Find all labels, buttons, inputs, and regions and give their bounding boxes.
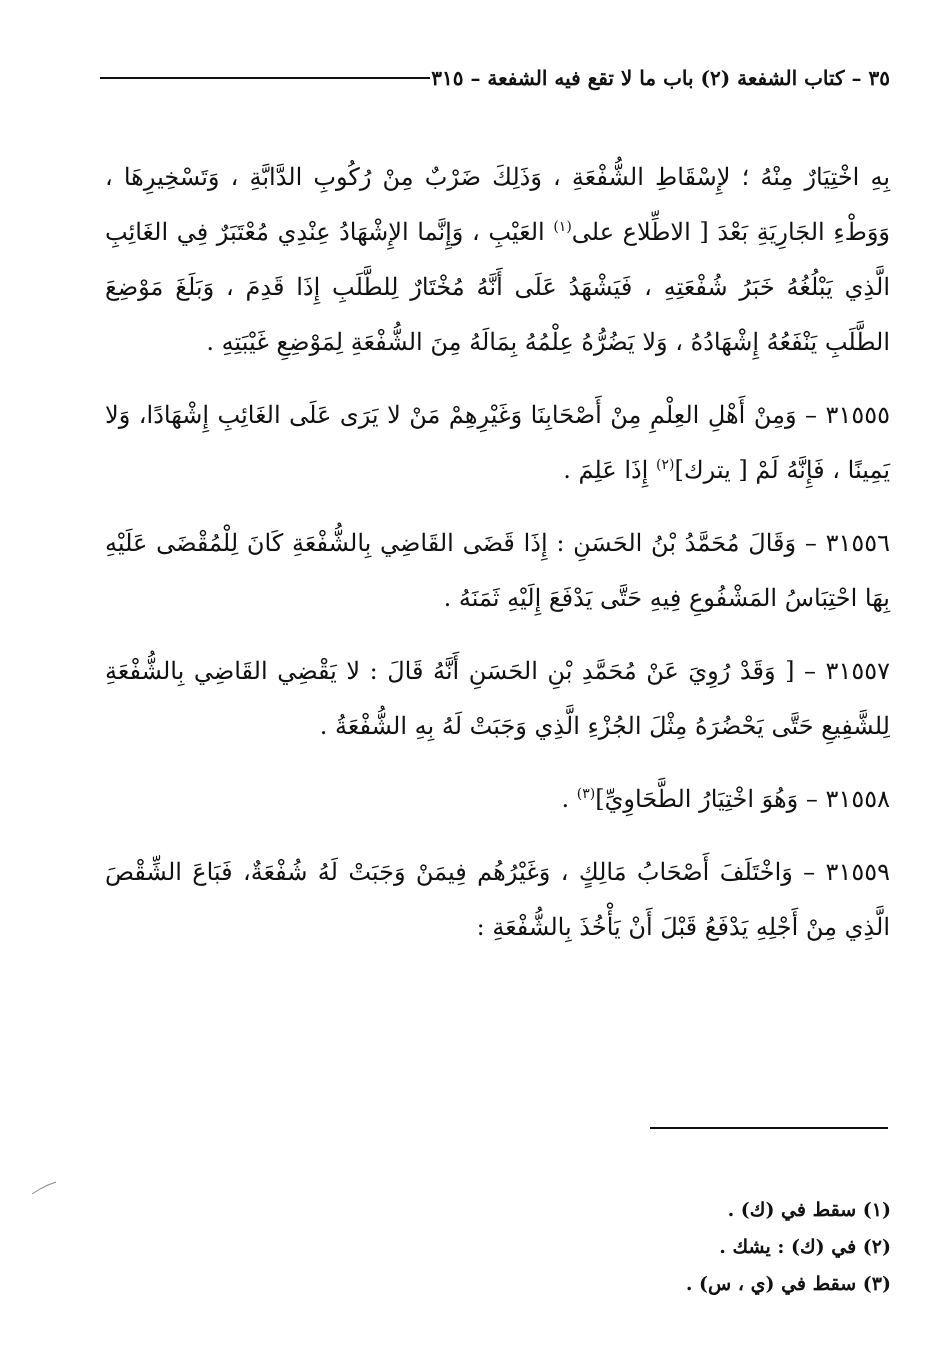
footnotes xyxy=(391,1192,891,1303)
paragraph-text: [ وَقَدْ رُوِيَ عَنْ مُحَمَّدِ بْنِ الحَسَنِ أَنَّهُ قَالَ : لا يَقْضِي القَاضِي بِالشُّفْعَةِ لِلشَّفِيعِ حَتَّى يَحْضُرَهُ مِثْلَ الجُزْءِ الَّذِي وَجَبَتْ لَهُ بِهِ الشُّفْعَةُ . xyxy=(105,657,890,740)
paragraph-number: ٣١٥٥٩ xyxy=(825,858,890,886)
paragraph-number: ٣١٥٥٥ xyxy=(825,401,890,429)
footnote-1: (١) سقط في (ك) . xyxy=(727,1199,891,1221)
paragraph-text: وَاخْتَلَفَ أَصْحَابُ مَالِكٍ ، وَغَيْرُهُم فِيمَنْ وَجَبَتْ لَهُ شُفْعَةٌ، فَبَاعَ الشِّقْصَ الَّذِي مِنْ أَجْلِهِ يَدْفَعُ قَبْلَ أَنْ يَأْخُذَ بِالشُّفْعَةِ : xyxy=(105,858,890,941)
paragraph-31559: ٣١٥٥٩ – وَاخْتَلَفَ أَصْحَابُ مَالِكٍ ، وَغَيْرُهُم فِيمَنْ وَجَبَتْ لَهُ شُفْعَةٌ، فَبَاعَ الشِّقْصَ الَّذِي مِنْ أَجْلِهِ يَدْفَعُ قَبْلَ أَنْ يَأْخُذَ بِالشُّفْعَةِ : xyxy=(105,858,890,941)
paragraph-text: وَقَالَ مُحَمَّدُ بْنُ الحَسَنِ : إِذَا قَضَى القَاضِي بِالشُّفْعَةِ كَانَ لِلْمُقْضَى عَلَيْهِ بِهَا احْتِبَاسُ المَشْفُوعِ فِيهِ حَتَّى يَدْفَعَ إِلَيْهِ ثَمَنَهُ . xyxy=(105,529,890,612)
footnote-ref-2: (٢) xyxy=(656,457,675,473)
running-header xyxy=(100,62,890,96)
main-text xyxy=(105,150,890,973)
footnote-ref-3: (٣) xyxy=(576,786,596,802)
footnote-3: (٣) سقط في (ي ، س) . xyxy=(685,1273,891,1295)
paragraph-0 xyxy=(105,150,890,370)
paragraph-number: ٣١٥٥٧ xyxy=(825,657,890,685)
header-title: ٣٥ – كتاب الشفعة (٢) باب ما لا تقع فيه الشفعة – ٣١٥ xyxy=(431,66,890,90)
paragraph-text: وَهُوَ اخْتِيَارُ الطَّحَاوِيِّ] xyxy=(595,785,799,813)
paragraph-31557: ٣١٥٥٧ – [ وَقَدْ رُوِيَ عَنْ مُحَمَّدِ بْنِ الحَسَنِ أَنَّهُ قَالَ : لا يَقْضِي القَاضِي بِالشُّفْعَةِ لِلشَّفِيعِ حَتَّى يَحْضُرَهُ مِثْلَ الجُزْءِ الَّذِي وَجَبَتْ لَهُ بِهِ الشُّفْعَةُ . xyxy=(105,657,890,740)
scan-mark xyxy=(30,1180,58,1196)
paragraph-number: ٣١٥٥٦ xyxy=(825,529,891,557)
header-rule xyxy=(100,77,430,79)
footnote-separator xyxy=(650,1127,888,1129)
paragraph-31556: ٣١٥٥٦ – وَقَالَ مُحَمَّدُ بْنُ الحَسَنِ : إِذَا قَضَى القَاضِي بِالشُّفْعَةِ كَانَ لِلْمُقْضَى عَلَيْهِ بِهَا احْتِبَاسُ المَشْفُوعِ فِيهِ حَتَّى يَدْفَعَ إِلَيْهِ ثَمَنَهُ . xyxy=(105,529,891,612)
paragraph-number: ٣١٥٥٨ xyxy=(825,785,890,813)
footnote-2: (٢) في (ك) : يشك . xyxy=(719,1236,891,1258)
paragraph-text: . xyxy=(561,785,570,813)
paragraph-31555: ٣١٥٥٥ – وَمِنْ أَهْلِ العِلْمِ مِنْ أَصْحَابِنَا وَغَيْرِهِمْ مَنْ لا يَرَى عَلَى الغَائِبِ إِشْهَادًا، وَلا يَمِينًا ، فَإِنَّهُ لَمْ [ يترك]$^{(٢)}$ إِذَا عَلِمَ . xyxy=(105,401,890,484)
footnote-ref-1: (١) xyxy=(553,219,572,235)
paragraph-text: وَمِنْ أَهْلِ العِلْمِ مِنْ أَصْحَابِنَا وَغَيْرِهِمْ مَنْ لا يَرَى عَلَى الغَائِبِ إِشْهَادًا، وَلا يَمِينًا ، فَإِنَّهُ لَمْ [ يترك] xyxy=(105,401,890,484)
paragraph-text: العَيْبِ ، وَإِنَّما الإِشْهَادُ عِنْدِي مُعْتَبَرٌ فِي الغَائِبِ الَّذِي يَبْلُغُهُ خَبَرُ شُفْعَتِهِ ، فَيَشْهَدُ عَلَى أَنَّهُ مُخْتَارٌ لِلطَّلَبِ إِذَا قَدِمَ ، وَبَلَغَ مَوْضِعَ الطَّلَبِ يَنْفَعُهُ إِشْهَادُهُ ، وَلا يَضُرُّهُ عِلْمُهُ بِمَالَهُ مِنَ الشُّفْعَةِ لِمَوْضِعِ غَيْبَتِهِ . xyxy=(105,218,890,356)
paragraph-text: بِهِ اخْتِيَارٌ مِنْهُ ؛ لإِسْقَاطِ الشُّفْعَةِ ، وَذَلِكَ ضَرْبٌ مِنْ رُكُوبِ الدَّابَّةِ ، وَتَسْخِيرِهَا ، وَوَطْءِ الجَارِيَةِ بَعْدَ [ الاطِّلاع على xyxy=(105,163,890,246)
paragraph-31558: ٣١٥٥٨ – وَهُوَ اخْتِيَارُ الطَّحَاوِيِّ]$^{(٣)}$ . xyxy=(561,785,890,813)
paragraph-text: إِذَا عَلِمَ . xyxy=(563,456,649,484)
